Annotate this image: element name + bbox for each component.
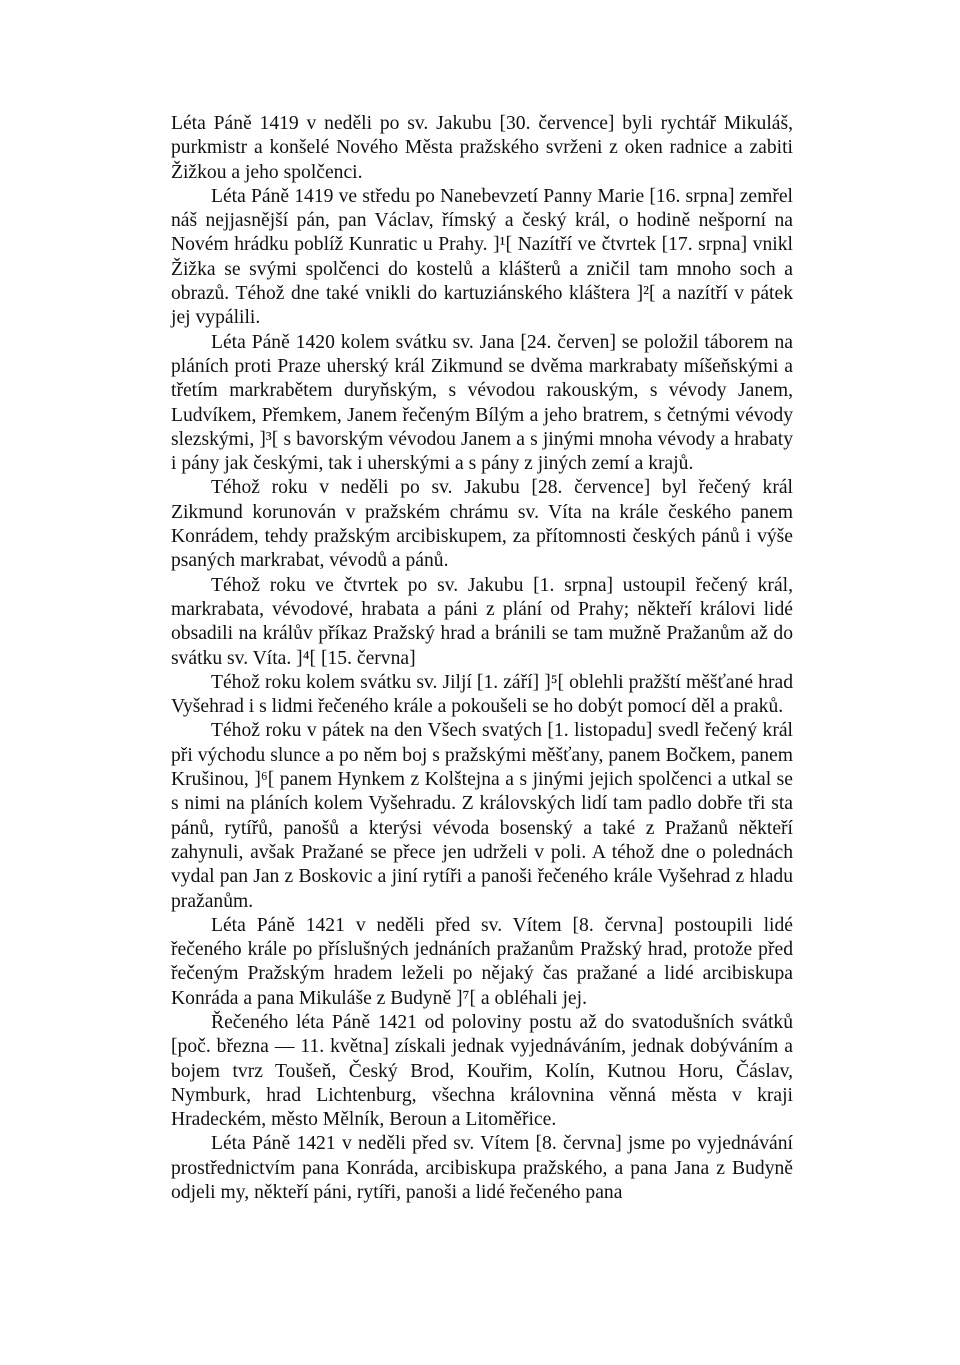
- paragraph-6: Téhož roku kolem svátku sv. Jiljí [1. září] ]⁵[ oblehli pražští měšťané hrad Vyšehrad i s lidmi řečeného krále a pokoušeli se ho dobýt pomocí děl a praků.: [171, 671, 793, 718]
- paragraph-8: Léta Páně 1421 v neděli před sv. Vítem [8. června] postoupili lidé řečeného krále po příslušných jednáních pražanům Pražský hrad, protože před řečeným Pražským hradem leželi po nějaký čas pražané a lidé arcibiskupa Konráda a pana Mikuláše z Budyně ]⁷[ a obléhali jej.: [171, 914, 793, 1009]
- paragraph-1: Léta Páně 1419 v neděli po sv. Jakubu [30. července] byli rychtář Mikuláš, purkmistr a konšelé Nového Města pražského svrženi z oken radnice a zabiti Žižkou a jeho spolčenci.: [171, 113, 793, 183]
- paragraph-10: Léta Páně 1421 v neděli před sv. Vítem [8. června] jsme po vyjednávání prostřednictvím pana Konráda, arcibiskupa pražského, a pana Jana z Budyně odjeli my, někteří páni, rytíři, panoši a lidé řečeného pana: [171, 1133, 793, 1204]
- paragraph-2: Léta Páně 1419 ve středu po Nanebevzetí Panny Marie [16. srpna] zemřel náš nejjasnější pán, pan Václav, římský a český král, o hodině nešporní na Novém hrádku poblíž Kunratic u Prahy. ]¹[ Nazítří ve čtvrtek [17. srpna] vnikl Žižka se svými spolčenci do kostelů a klášterů a zničil tam mnoho soch a obrazů. Téhož dne také vnikli do kartuziánského kláštera ]²[ a nazítří v pátek jej vypálili.: [171, 185, 793, 329]
- paragraph-7: Téhož roku v pátek na den Všech svatých [1. listopadu] svedl řečený král při východu slunce a po něm boj s pražskými měšťany, panem Bočkem, panem Krušinou, ]⁶[ panem Hynkem z Kolštejna a s jinými jejich spolčenci a utkal se s nimi na pláních kolem Vyšehradu. Z královských lidí tam padlo dobře tři sta pánů, rytířů, panošů a kterýsi vévoda bosenský a také z Pražanů někteří zahynuli, avšak Pražané se přece jen udrželi v poli. A téhož dne o polednách vydal pan Jan z Boskovic a jiní rytíři a panoši řečeného krále Vyšehrad z hladu pražanům.: [171, 720, 793, 912]
- paragraph-3: Léta Páně 1420 kolem svátku sv. Jana [24. červen] se položil táborem na pláních proti Praze uherský král Zikmund se dvěma markrabaty míšeňskými a třetím markrabětem duryňským, s vévodou rakouským, s vévody Janem, Ludvíkem, Přemkem, Janem řečeným Bílým a jeho bratrem, s četnými vévody slezskými, ]³[ s bavorským vévodou Janem a s jinými mnoha vévody a hrabaty i pány jak českými, tak i uherskými a s pány z jiných zemí a krajů.: [171, 331, 793, 475]
- paragraph-4: Téhož roku v neděli po sv. Jakubu [28. července] byl řečený král Zikmund korunován v pražském chrámu sv. Víta na krále českého panem Konrádem, tehdy pražským arcibiskupem, za přítomnosti českých pánů i výše psaných markrabat, vévodů a pánů.: [171, 477, 793, 572]
- paragraph-5: Téhož roku ve čtvrtek po sv. Jakubu [1. srpna] ustoupil řečený král, markrabata, vévodové, hrabata a páni z plání od Prahy; někteří královi lidé obsadili na králův příkaz Pražský hrad a bránili se tam mužně Pražanům až do svátku sv. Víta. ]⁴[ [15. června]: [171, 574, 793, 669]
- document-page: [171, 112, 793, 1205]
- paragraph-9: Řečeného léta Páně 1421 od poloviny postu až do svatodušních svátků [poč. března — 11. května] získali jednak vyjednáváním, jednak dobýváním a bojem tvrz Toušeň, Český Brod, Kouřim, Kolín, Kutnou Horu, Čáslav, Nymburk, hrad Lichtenburg, všechna královnina věnná města v kraji Hradeckém, město Mělník, Beroun a Litoměřice.: [171, 1011, 793, 1131]
